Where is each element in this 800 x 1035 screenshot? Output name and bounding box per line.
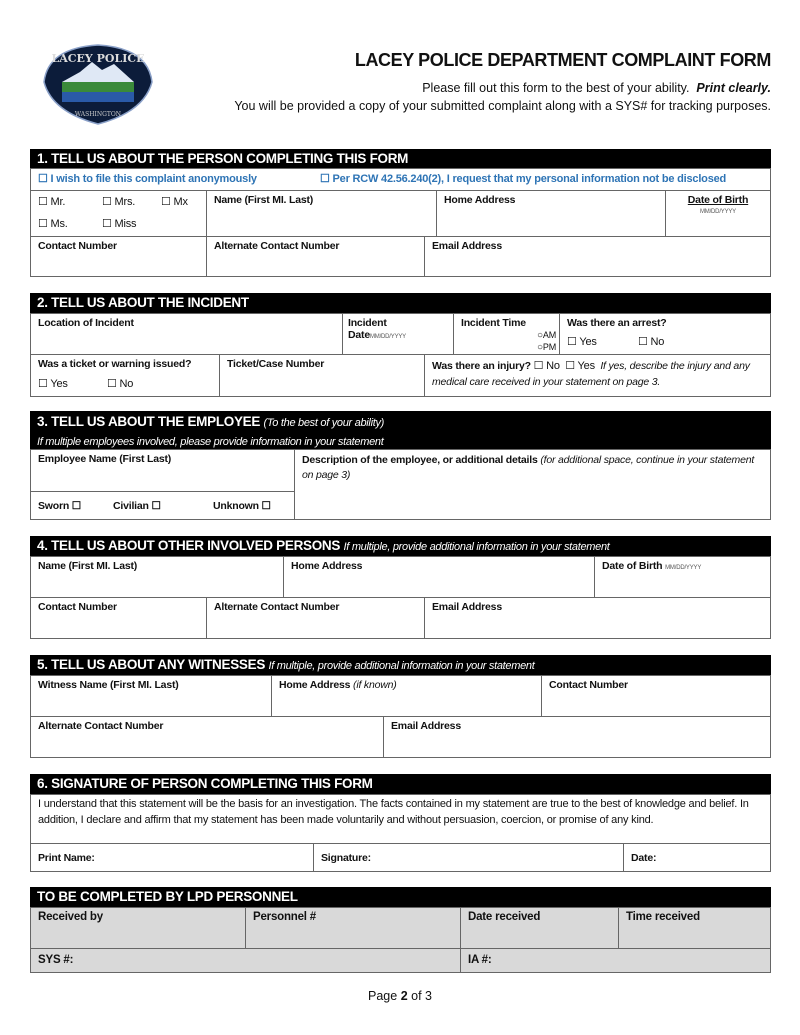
current-page: 2 [400,989,408,1003]
involved-dob-field[interactable] [594,556,771,598]
signature-date-field[interactable]: Date: [623,843,771,872]
pm-radio[interactable] [537,342,556,353]
svg-text:LACEY POLICE: LACEY POLICE [51,52,145,65]
personnel-number-field[interactable]: Personnel # [245,907,461,949]
section-3-subtitle: If multiple employees involved, please provide information in your statement [37,436,384,448]
lacey-police-logo [40,42,156,126]
employee-type-cell [30,491,295,520]
email-field[interactable]: Email Address [424,236,771,277]
page-number [0,989,800,1003]
ticket-yes-checkbox[interactable]: ☐ Yes [38,378,68,390]
radio-icon: ○ [537,342,543,353]
involved-address-field[interactable]: Home Address [283,556,595,598]
am-label: AM [542,330,556,340]
instructions [422,81,771,95]
witness-email-field[interactable]: Email Address [383,716,771,758]
contact-number-field[interactable]: Contact Number [30,236,207,277]
injury-no-checkbox[interactable]: ☐ No [533,360,560,372]
miss-checkbox[interactable]: ☐ Miss [102,218,137,230]
mr-checkbox[interactable]: ☐ Mr. [38,196,66,208]
instruction-text: Please fill out this form to the best of your ability. [422,81,690,95]
involved-dob-label: Date of Birth [602,560,663,572]
ms-checkbox[interactable]: ☐ Ms. [38,218,68,230]
injury-label: Was there an injury? [432,360,531,372]
page-total: of 3 [411,989,432,1003]
section-4-header [30,536,771,557]
involved-contact-field[interactable]: Contact Number [30,597,207,639]
section-1-header: 1. TELL US ABOUT THE PERSON COMPLETING THIS FORM [30,149,771,169]
signature-field[interactable]: Signature: [313,843,624,872]
home-address-field[interactable]: Home Address [436,190,666,237]
section-6-header: 6. SIGNATURE OF PERSON COMPLETING THIS FORM [30,774,771,795]
civilian-checkbox[interactable]: Civilian ☐ [113,500,161,512]
date-received-field[interactable]: Date received [460,907,619,949]
received-by-field[interactable]: Received by [30,907,246,949]
alt-contact-field[interactable]: Alternate Contact Number [206,236,425,277]
section-4-title: 4. TELL US ABOUT OTHER INVOLVED PERSONS [37,538,341,553]
dob-field[interactable] [665,190,771,237]
sys-number-field[interactable]: SYS #: [30,948,461,973]
section-3-title: 3. TELL US ABOUT THE EMPLOYEE [37,414,261,429]
section-3-header [30,411,771,450]
mrs-checkbox[interactable]: ☐ Mrs. [102,196,136,208]
injury-cell [424,354,771,397]
witness-address-label: Home Address [279,679,351,691]
incident-time-label: Incident Time [461,317,526,329]
date-format: MM/DD/YYYY [369,334,406,340]
witness-alt-contact-field[interactable]: Alternate Contact Number [30,716,384,758]
witness-name-field[interactable]: Witness Name (First MI. Last) [30,675,272,717]
dob-format: MM/DD/YYYY [699,209,736,215]
section-4-note: If multiple, provide additional information in your statement [343,541,610,553]
salutation-cell [30,190,207,237]
arrest-no-checkbox[interactable]: ☐ No [638,336,665,348]
witness-contact-field[interactable]: Contact Number [541,675,771,717]
location-field[interactable]: Location of Incident [30,313,343,355]
affirmation-statement: I understand that this statement will be the basis for an investigation. The facts contained in my statement are true to the best of knowledge and belief. In addition, I declare and affirm that my statement has been made voluntarily and without persuasion, coercion, or promise of any kind. [30,794,771,844]
incident-time-field[interactable] [453,313,560,355]
section-5-header [30,655,771,676]
witness-address-field[interactable] [271,675,542,717]
section-5-title: 5. TELL US ABOUT ANY WITNESSES [37,657,266,672]
form-title: LACEY POLICE DEPARTMENT COMPLAINT FORM [354,50,771,70]
print-name-field[interactable]: Print Name: [30,843,314,872]
involved-email-field[interactable]: Email Address [424,597,771,639]
rcw-checkbox[interactable]: ☐ Per RCW 42.56.240(2), I request that my personal information not be disclosed [320,173,727,185]
description-label: Description of the employee, or additional details [302,454,538,466]
incident-date-field[interactable] [342,313,454,355]
involved-name-field[interactable]: Name (First MI. Last) [30,556,284,598]
description-note: (for additional space, continue in your statement on page 3) [302,454,755,481]
anonymity-row [30,168,771,191]
section-5-note: If multiple, provide additional information in your statement [268,660,535,672]
involved-alt-contact-field[interactable]: Alternate Contact Number [206,597,425,639]
pm-label: PM [542,342,556,352]
lpd-header: TO BE COMPLETED BY LPD PERSONNEL [30,887,771,908]
print-clearly: Print clearly. [696,81,771,95]
radio-icon: ○ [537,330,543,341]
employee-description-field[interactable] [294,449,771,520]
sworn-checkbox[interactable]: Sworn ☐ [38,500,82,512]
dob-format: MM/DD/YYYY [665,565,702,571]
am-radio[interactable] [537,330,556,341]
svg-text:WASHINGTON: WASHINGTON [74,111,122,118]
incident-date-label: Incident Date [348,317,387,341]
injury-note: If yes, describe the injury and any medical care received in your statement on page 3. [432,360,750,388]
injury-yes-checkbox[interactable]: ☐ Yes [565,360,595,372]
section-2-header: 2. TELL US ABOUT THE INCIDENT [30,293,771,314]
ticket-cell [30,354,220,397]
arrest-yes-checkbox[interactable]: ☐ Yes [567,336,597,348]
unknown-checkbox[interactable]: Unknown ☐ [213,500,271,512]
page-prefix: Page [368,989,398,1003]
dob-label: Date of Birth [687,194,749,206]
ticket-no-checkbox[interactable]: ☐ No [107,378,134,390]
case-number-field[interactable]: Ticket/Case Number [219,354,425,397]
anonymous-checkbox[interactable]: ☐ I wish to file this complaint anonymously [38,173,257,185]
witness-address-note: (if known) [353,679,397,691]
ia-number-field[interactable]: IA #: [460,948,771,973]
mx-checkbox[interactable]: ☐ Mx [161,196,188,208]
ticket-label: Was a ticket or warning issued? [38,358,192,370]
employee-name-field[interactable]: Employee Name (First Last) [30,449,295,492]
instructions-2: You will be provided a copy of your submitted complaint along with a SYS# for tracking purposes. [234,99,771,113]
arrest-label: Was there an arrest? [567,317,667,329]
arrest-cell [559,313,771,355]
section-3-note: (To the best of your ability) [263,417,385,429]
time-received-field[interactable]: Time received [618,907,771,949]
name-field[interactable]: Name (First MI. Last) [206,190,437,237]
